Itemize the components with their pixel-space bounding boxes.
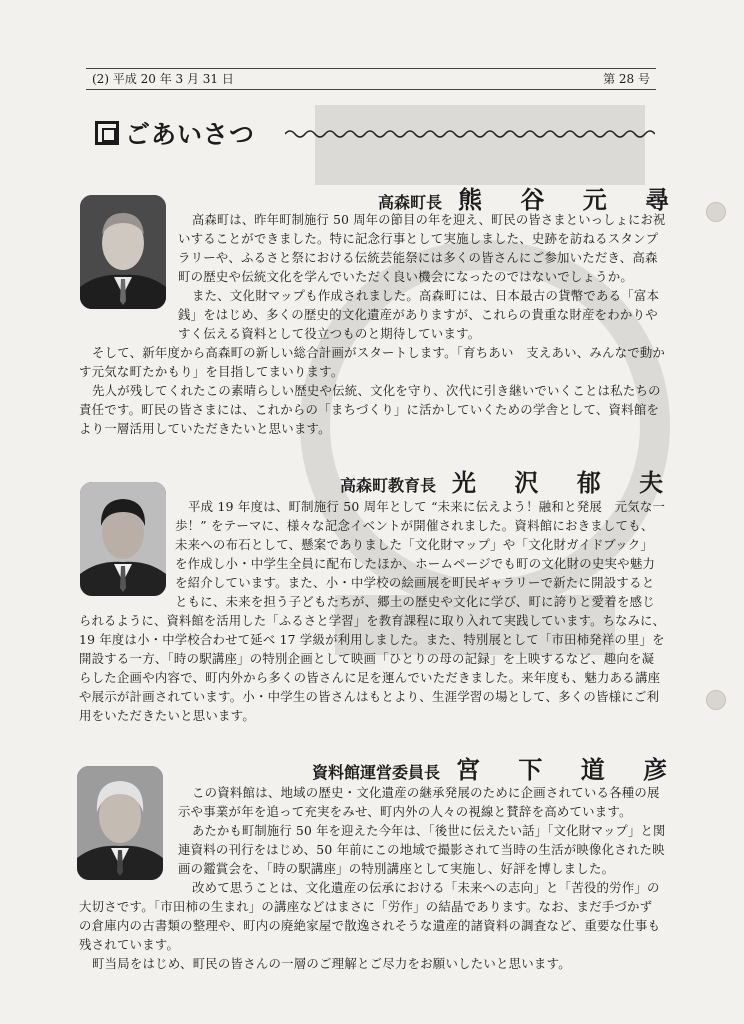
text-line: 責任です。町民の皆さまには、これからの「まちづくり」に活かしていくための学舎として、資料館を (79, 402, 660, 417)
text-line: あたかも町制施行 50 年を迎えた今年は、「後世に伝えたい話」「文化財マップ」と関 (192, 823, 666, 838)
text-line: 銭」をはじめ、多くの歴史的文化遺産がありますが、これらの貴重な財産をわかりや (178, 307, 658, 322)
text-line: 平成 19 年度は、町制施行 50 周年として “未来に伝えよう！融和と発展 元気な一 (188, 499, 666, 514)
text-line: ラリーや、ふるさと祭における伝統芸能祭には多くの皆さんにご参加いただき、高森 (178, 250, 658, 265)
text-line: すく伝える資料として役立つものと期待しています。 (178, 326, 481, 341)
text-line: 先人が残してくれたこの素晴らしい歴史や伝統、文化を守り、次代に引き継いでいくことは私たちの (92, 383, 661, 398)
text-line: また、文化財マップも作成されました。高森町には、日本最古の貨幣である「富本 (192, 288, 660, 303)
text-line: 示や事業が年を追って充実をみせ、町内外の人々の視線と賛辞を高めています。 (178, 804, 632, 819)
text-line: られるように、資料館を活用した「ふるさと学習」を教育課程に取り入れて実践しています。ちなみに、 (79, 613, 666, 628)
punch-hole-bottom (706, 690, 726, 710)
role-title: 資料館運営委員長 (312, 763, 441, 782)
role-title: 高森町長 (378, 193, 443, 212)
signature-line-museum-chair (312, 750, 682, 785)
text-line: らした企画や内容で、町内外から多くの皆さんに足を運んでいただきました。来年度も、魅力ある講座 (79, 670, 661, 685)
text-line: を作成し小・中学生全員に配布したほか、ホームページでも町の文化財の史実や魅力 (175, 556, 656, 571)
text-line: 大切さです。「市田柿の生まれ」の講座などはまさに「労作」の結晶であります。なお、まだ手づかず (79, 899, 653, 914)
square-mark-icon (95, 121, 119, 145)
text-line: 連資料の刊行をはじめ、50 年前にこの地域で撮影されて当時の生活が映像化された映 (178, 842, 665, 857)
text-line: 19 年度は小・中学校合わせて延べ 17 学級が利用しました。また、特別展として「市田柿発祥の里」を (79, 632, 665, 647)
text-line: や展示が計画されています。小・中学生の皆さんはもとより、生涯学習の場として、多くの皆様にご利 (79, 689, 660, 704)
section-heading (95, 115, 255, 151)
text-line: この資料館は、地域の歴史・文化遺産の継承発展のために企画されている各種の展 (192, 785, 660, 800)
signature-line-superintendent (340, 463, 678, 498)
text-line: 用をいただきたいと思います。 (79, 708, 255, 723)
text-line: より一層活用していただきたいと思います。 (79, 421, 331, 436)
text-line: 町当局をはじめ、町民の皆さんの一層のご理解とご尽力をお願いしたいと思います。 (92, 956, 571, 971)
punch-hole-top (706, 202, 726, 222)
person-name: 光 沢 郁 夫 (452, 469, 679, 497)
issue-date: (2) 平成 20 年 3 月 31 日 (92, 72, 234, 86)
text-line: 未来への布石として、懸案でありました「文化財マップ」や「文化財ガイドブック」 (175, 537, 653, 552)
text-line: 町の歴史や伝統文化を学んでいただく良い機会になったのではないでしょうか。 (178, 269, 634, 284)
text-line: そして、新年度から高森町の新しい総合計画がスタートします。「育ちあい 支えあい、みんなで動か (92, 345, 666, 360)
portrait-photo (80, 195, 166, 309)
text-line: ともに、未来を担う子どもたちが、郷土の歴史や文化に学び、町に誇りと愛着を感じ (175, 594, 655, 609)
text-line: す元気な町たかもり」を目指してまいります。 (79, 364, 344, 379)
text-line: 残されています。 (79, 937, 180, 952)
text-line: の倉庫内の古書類の整理や、町内の廃絶家屋で散逸されそうな遺産的諸資料の調査など、重要な仕事も (79, 918, 661, 933)
text-line: 改めて思うことは、文化遺産の伝承における「未来への志向」と「苦役的労作」の (192, 880, 660, 895)
text-line: 開設する一方、「時の駅講座」の特別企画として映画「ひとりの母の記録」を上映するなど、趣向を凝 (79, 651, 655, 666)
text-line: 画の鑑賞会を、「時の駅講座」の特別講座として実施し、好評を博しました。 (178, 861, 615, 876)
issue-number: 第 28 号 (603, 72, 650, 86)
portrait-photo (77, 766, 163, 880)
text-line: を紹介しています。また、小・中学校の絵画展を町民ギャラリーで新たに開設すると (175, 575, 655, 590)
portrait-photo (80, 482, 166, 596)
text-line: いすることができました。特に記念行事として実施しました、史跡を訪ねるスタンプ (178, 231, 659, 246)
person-name: 宮 下 道 彦 (456, 756, 683, 784)
text-line: 高森町は、昨年町制施行 50 周年の節目の年を迎え、町民の皆さまといっしょにお祝 (192, 212, 666, 227)
heading-wave-rule (285, 128, 655, 140)
person-name: 熊 谷 元 尋 (458, 186, 685, 214)
section-title: ごあいさつ (125, 120, 256, 149)
page-header (86, 68, 656, 90)
role-title: 高森町教育長 (340, 476, 437, 495)
text-line: 歩！” をテーマに、様々な記念イベントが開催されました。資料館におきましても、 (175, 518, 654, 533)
